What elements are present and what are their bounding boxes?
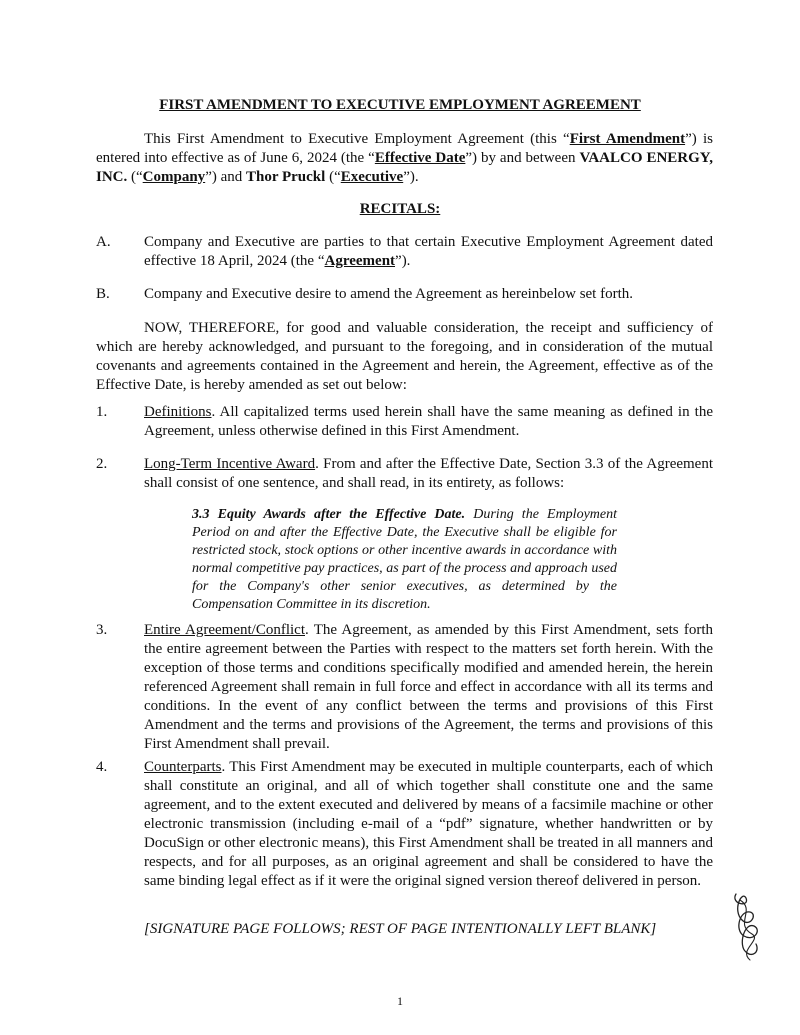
defined-term-agreement: Agreement	[324, 253, 396, 269]
section-3-heading: Entire Agreement/Conflict	[144, 622, 305, 638]
section-4-heading: Counterparts	[144, 759, 222, 775]
signature-page-note: [SIGNATURE PAGE FOLLOWS; REST OF PAGE INTENTIONALLY LEFT BLANK]	[144, 921, 657, 937]
recital-a-text-2: ”).	[395, 253, 411, 269]
intro-text-1: This First Amendment to Executive Employment Agreement (this “	[144, 131, 570, 147]
executive-name: Thor Pruckl	[246, 169, 326, 185]
document-title: FIRST AMENDMENT TO EXECUTIVE EMPLOYMENT AGREEMENT	[159, 97, 641, 113]
quote-text: During the Employment Period on and after the Effective Date, the Executive shall be eligible for restricted stock, stock options or other incentive awards in accordance with normal competitive pay practices, as part of the process and approach used for the Company's other senior executives, as determined by the Compensation Committee in its discretion.	[192, 507, 617, 612]
intro-text-2: ”) is entered into effective as of June 6, 2024 (the “	[96, 131, 713, 166]
recitals-heading: RECITALS:	[359, 201, 441, 217]
section-3	[96, 621, 713, 754]
section-2-text: . From and after the Effective Date, Section 3.3 of the Agreement shall consist of one sentence, and shall read, in its entirety, as follows:	[144, 456, 713, 491]
section-2-number: 2.	[96, 456, 108, 472]
recital-a-label: A.	[96, 234, 111, 250]
section-3-3-quote	[192, 506, 617, 614]
section-3-text: . The Agreement, as amended by this First Amendment, sets forth the entire agreement between the Parties with respect to the matters set forth herein. With the exception of those terms and conditions specifically modified and amended herein, the herein referenced Agreement shall remain in full force and effect in accordance with all its terms and conditions. In the event of any conflict between the terms and provisions of this First Amendment and the terms and provisions of the Agreement, the terms and provisions of this First Amendment shall prevail.	[144, 622, 713, 752]
intro-paragraph	[96, 130, 713, 187]
section-1-number: 1.	[96, 404, 108, 420]
now-therefore-paragraph: NOW, THEREFORE, for good and valuable consideration, the receipt and sufficiency of which are hereby acknowledged, and pursuant to the foregoing, and in consideration of the mutual covenants and agreements contained in the Agreement and herein, the Agreement, effective as of the Effective Date, is hereby amended as set out below:	[96, 320, 713, 393]
section-4	[96, 758, 713, 891]
section-2-heading: Long-Term Incentive Award	[144, 456, 316, 472]
section-1-heading: Definitions	[144, 404, 212, 420]
defined-term-company: Company	[142, 169, 206, 185]
intro-text-6: (“	[325, 169, 341, 185]
quote-heading: 3.3 Equity Awards after the Effective Date.	[192, 507, 466, 522]
defined-term-effective-date: Effective Date	[374, 150, 466, 166]
recital-b	[96, 285, 713, 304]
company-name: VAALCO ENERGY, INC.	[96, 150, 713, 185]
section-1-text: . All capitalized terms used herein shall have the same meaning as defined in the Agreement, unless otherwise defined in this First Amendment.	[144, 404, 713, 439]
section-4-number: 4.	[96, 759, 108, 775]
section-3-number: 3.	[96, 622, 108, 638]
intro-text-5: ”) and	[205, 169, 246, 185]
recital-a-text-1: Company and Executive are parties to that certain Executive Employment Agreement dated effective 18 April, 2024 (the “	[144, 234, 713, 269]
defined-term-executive: Executive	[340, 169, 404, 185]
recital-b-label: B.	[96, 286, 110, 302]
recital-a	[96, 233, 713, 271]
section-2	[96, 455, 713, 493]
intro-text-3: ”) by and between	[465, 150, 580, 166]
intro-text-4: (“	[127, 169, 143, 185]
recital-b-text: Company and Executive desire to amend the Agreement as hereinbelow set forth.	[144, 286, 634, 302]
section-1	[96, 403, 713, 441]
defined-term-first-amendment: First Amendment	[569, 131, 686, 147]
section-4-text: . This First Amendment may be executed in multiple counterparts, each of which shall constitute an original, and all of which together shall constitute one and the same agreement, and to the extent executed and delivered by means of a facsimile machine or other electronic transmission (including e-mail of a “pdf” signature, whether handwritten or by DocuSign or other electronic means), this First Amendment shall be treated in all manners and respects, and for all purposes, as an original agreement and shall be considered to have the same binding legal effect as if it were the original signed version thereof delivered in person.	[144, 759, 713, 889]
page-number: 1	[397, 994, 403, 1008]
handwritten-initials-signature	[728, 890, 768, 968]
intro-text-7: ”).	[403, 169, 419, 185]
